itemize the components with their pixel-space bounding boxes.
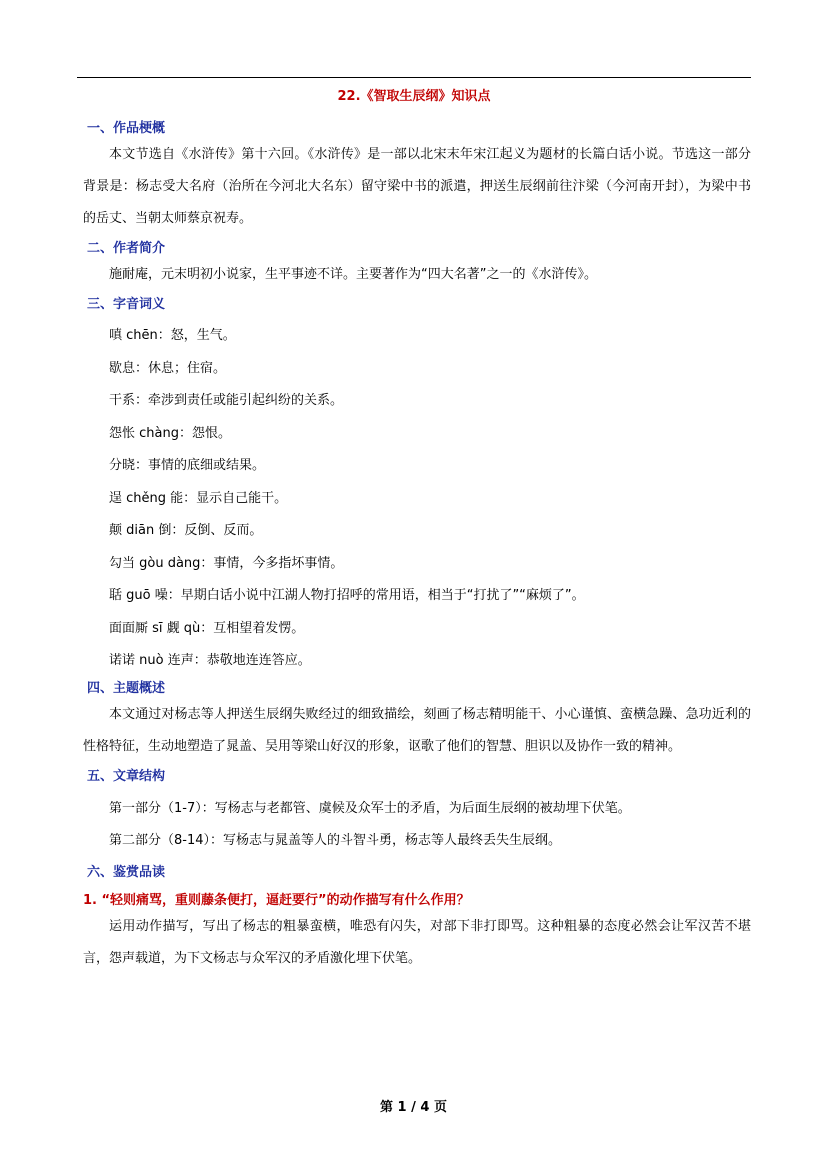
section-heading-appreciation: 六、鉴赏品读	[87, 865, 166, 880]
vocabulary-item: 分晓：事情的底细或结果。	[109, 458, 266, 473]
theme-paragraph: 本文通过对杨志等人押送生辰纲失败经过的细致描绘，刻画了杨志精明能干、小心谨慎、蛮横急躁、急功近利的性格特征，生动地塑造了晁盖、吴用等梁山好汉的形象，讴歌了他们的智慧、胆识以及协作一致的精神。	[83, 707, 751, 754]
vocabulary-list	[83, 326, 751, 671]
section-heading-theme: 四、主题概述	[87, 681, 166, 696]
vocabulary-item: 逞 chěng 能：显示自己能干。	[109, 490, 288, 506]
vocabulary-item: 嗔 chēn：怒，生气。	[109, 328, 236, 343]
section-heading-summary: 一、作品梗概	[87, 121, 166, 136]
vocabulary-item: 怨怅 chàng：怨恨。	[109, 425, 231, 441]
vocabulary-item: 干系：牵涉到责任或能引起纠纷的关系。	[109, 393, 344, 408]
section-heading-vocabulary: 三、字音词义	[87, 297, 166, 312]
author-paragraph: 施耐庵，元末明初小说家，生平事迹不详。主要著作为“四大名著”之一的《水浒传》。	[109, 267, 597, 282]
summary-paragraph: 本文节选自《水浒传》第十六回。《水浒传》是一部以北宋末年宋江起义为题材的长篇白话小说。节选这一部分背景是：杨志受大名府（治所在今河北大名东）留守梁中书的派遣，押送生辰纲前往汴梁（今河南开封），为梁中书的岳丈、当朝太师蔡京祝寿。	[83, 147, 751, 226]
vocabulary-item: 勾当 gòu dàng：事情，今多指坏事情。	[109, 555, 344, 571]
document-title: 22.《智取生辰纲》知识点	[337, 89, 491, 104]
vocabulary-item: 诺诺 nuò 连声：恭敬地连连答应。	[109, 653, 311, 668]
vocabulary-item: 面面厮 sī 觑 qù：互相望着发愣。	[109, 620, 305, 636]
document-body	[83, 115, 751, 975]
structure-item: 第二部分（8-14）：写杨志与晁盖等人的斗智斗勇，杨志等人最终丢失生辰纲。	[109, 833, 562, 848]
appreciation-answer: 运用动作描写，写出了杨志的粗暴蛮横，唯恐有闪失，对部下非打即骂。这种粗暴的态度必然会让军汉苦不堪言，怨声载道，为下文杨志与众军汉的矛盾激化埋下伏笔。	[83, 919, 751, 966]
vocabulary-item: 聒 guō 噪：早期白话小说中江湖人物打招呼的常用语，相当于“打扰了”“麻烦了”。	[109, 588, 585, 603]
vocabulary-item: 颠 diān 倒：反倒、反而。	[109, 523, 263, 538]
appreciation-question: 1. “轻则痛骂，重则藤条便打，逼赶要行”的动作描写有什么作用？	[83, 893, 470, 908]
page-number: 第 1 / 4 页	[380, 1100, 447, 1115]
vocabulary-item: 歇息：休息；住宿。	[109, 360, 227, 376]
structure-item: 第一部分（1-7）：写杨志与老都管、虞候及众军士的矛盾，为后面生辰纲的被劫埋下伏笔。	[109, 801, 631, 816]
section-heading-structure: 五、文章结构	[87, 769, 166, 784]
header-rule	[77, 77, 751, 78]
section-heading-author: 二、作者简介	[87, 241, 166, 256]
